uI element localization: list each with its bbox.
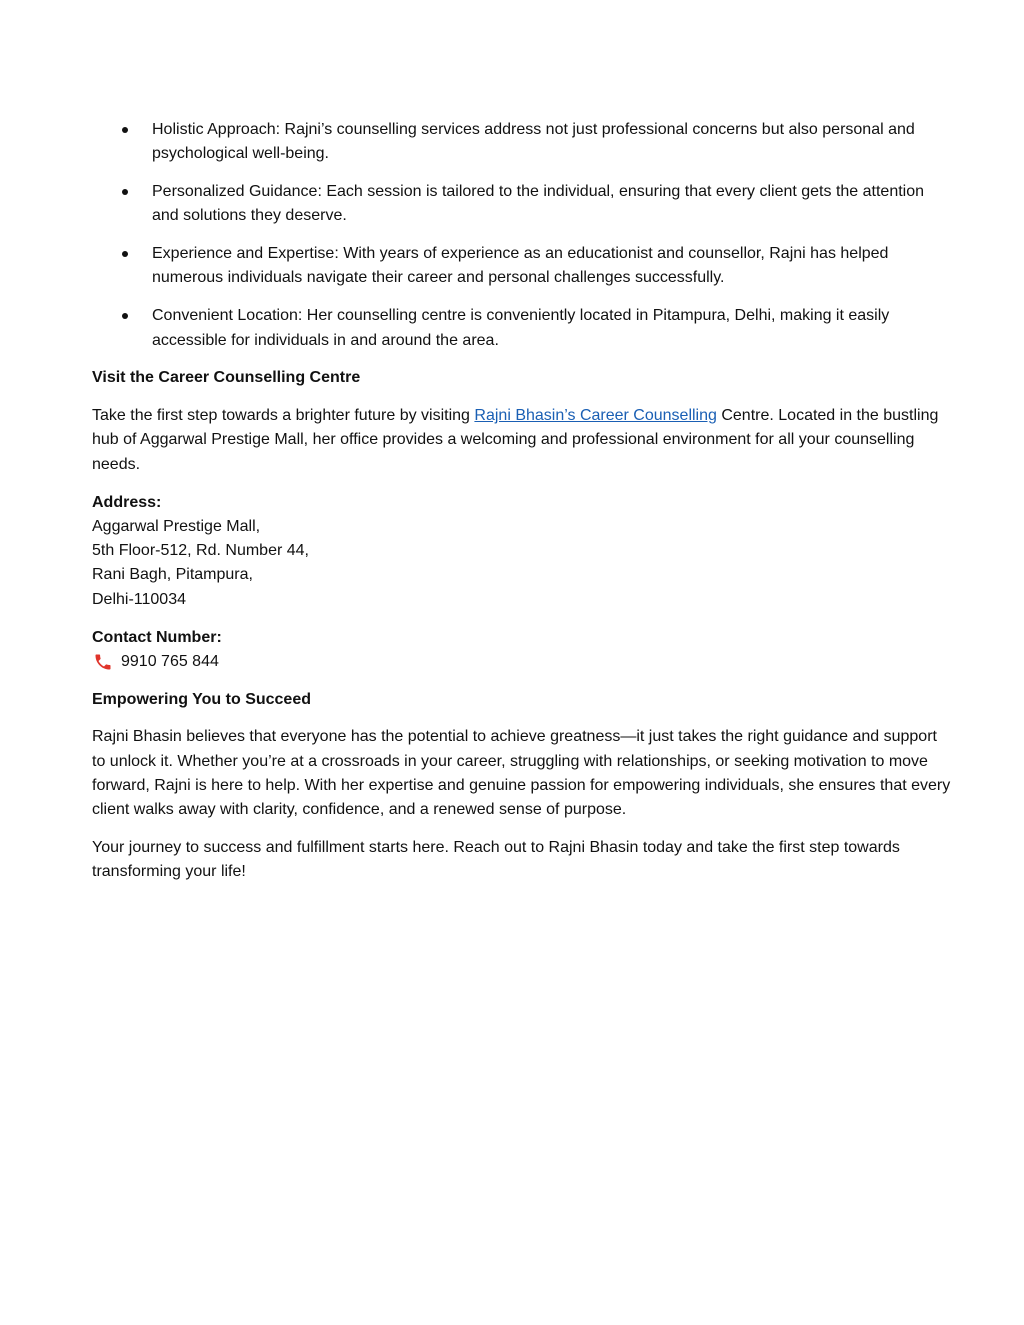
list-item — [92, 180, 952, 229]
address-line: Delhi-110034 — [92, 590, 186, 608]
bullet-icon — [122, 251, 128, 257]
list-item-text: Convenient Location: Her counselling centre is conveniently located in Pitampura, Delhi, making it easily accessible for individuals in and around the area. — [152, 307, 890, 349]
bullet-icon — [122, 313, 128, 319]
contact-label: Contact Number: — [92, 628, 222, 646]
address-block — [92, 491, 952, 612]
document-page — [92, 118, 952, 898]
empower-paragraph: Rajni Bhasin believes that everyone has the potential to achieve greatness—it just takes the right guidance and support to unlock it. Whether you’re at a crossroads in your career, struggling with relationships, or seeking motivation to move forward, Rajni is here to help. With her expertise and genuine passion for empowering individuals, she ensures that every client walks away with clarity, confidence, and a renewed sense of purpose. — [92, 728, 951, 819]
visit-heading: Visit the Career Counselling Centre — [92, 369, 361, 387]
phone-icon — [92, 652, 114, 672]
list-item-text: Holistic Approach: Rajni’s counselling services address not just professional concerns but also personal and psychological well-being. — [152, 121, 915, 163]
contact-number[interactable]: 9910 765 844 — [121, 652, 219, 670]
address-label: Address: — [92, 493, 162, 511]
closing-paragraph: Your journey to success and fulfillment starts here. Reach out to Rajni Bhasin today and take the first step towards transforming your life! — [92, 839, 900, 881]
list-item — [92, 304, 952, 353]
address-line: 5th Floor-512, Rd. Number 44, — [92, 542, 309, 560]
list-item — [92, 118, 952, 167]
address-line: Rani Bagh, Pitampura, — [92, 566, 253, 584]
bullet-icon — [122, 189, 128, 195]
list-item — [92, 242, 952, 291]
visit-text-after: Centre. Located in the bustling hub of Aggarwal Prestige Mall, her office provides a welcoming and professional environment for all your counselling needs. — [92, 407, 939, 473]
contact-line — [92, 650, 952, 674]
contact-block — [92, 626, 952, 675]
career-counselling-link[interactable]: Rajni Bhasin’s Career Counselling — [474, 407, 717, 425]
benefits-list — [92, 118, 952, 353]
list-item-text: Experience and Expertise: With years of experience as an educationist and counsellor, Rajni has helped numerous individuals navigate their career and personal challenges successfully. — [152, 245, 889, 287]
list-item-text: Personalized Guidance: Each session is tailored to the individual, ensuring that every client gets the attention and solutions they deserve. — [152, 183, 925, 225]
bullet-icon — [122, 127, 128, 133]
empower-heading: Empowering You to Succeed — [92, 690, 311, 708]
address-line: Aggarwal Prestige Mall, — [92, 517, 261, 535]
visit-paragraph — [92, 404, 952, 477]
visit-text-before: Take the first step towards a brighter future by visiting — [92, 407, 475, 425]
